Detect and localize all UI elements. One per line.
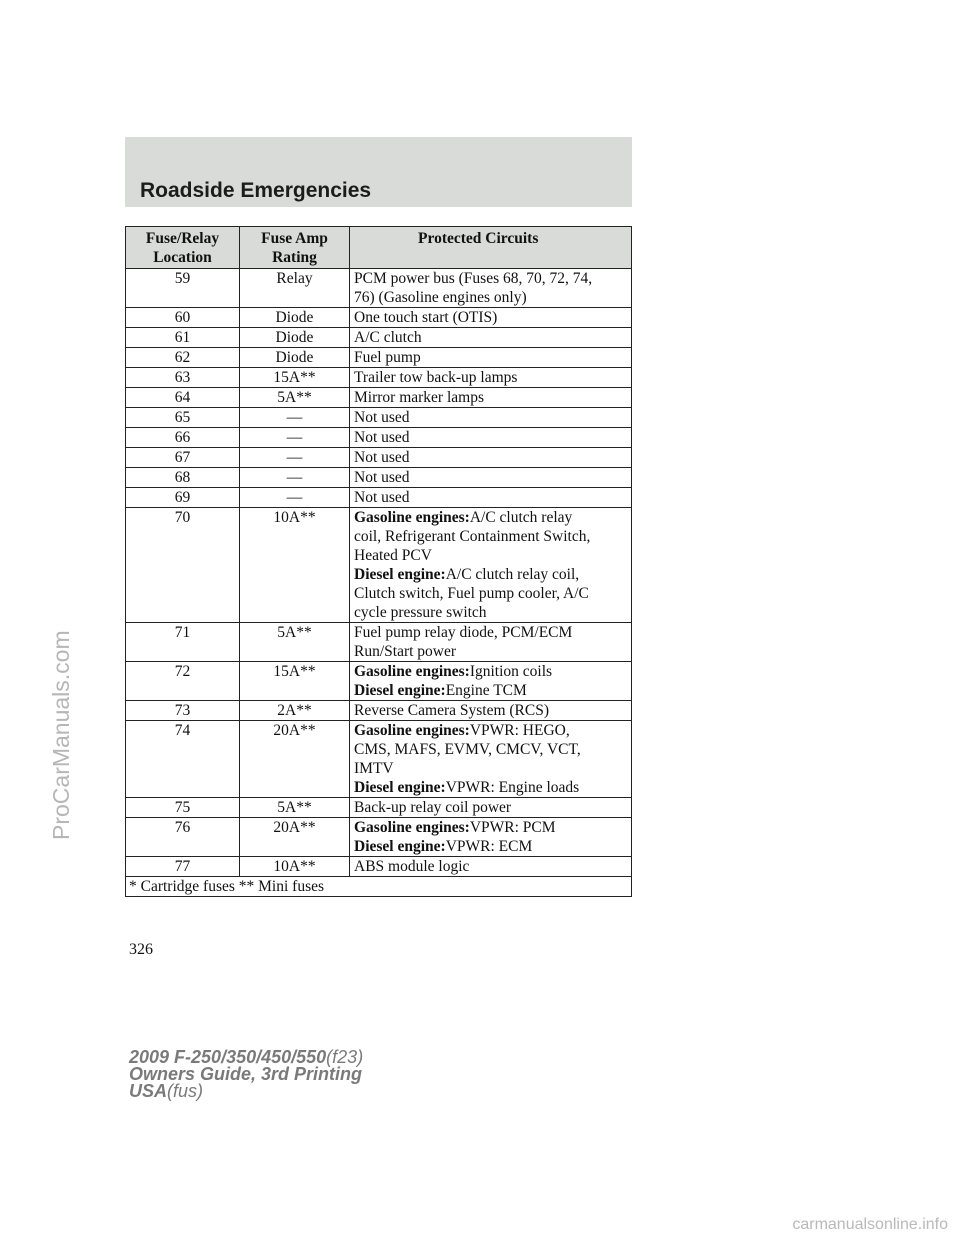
- protected-circuits-cell: [350, 448, 632, 468]
- circuit-line: [354, 388, 628, 407]
- fuse-amp-cell: 15A**: [240, 368, 350, 388]
- fuse-location-cell: 69: [126, 488, 240, 508]
- table-row: [126, 857, 632, 877]
- fuse-location-cell: 61: [126, 328, 240, 348]
- fuse-location-cell: 71: [126, 623, 240, 662]
- watermark-carmanualsonline: carmanualsonline.info: [792, 1216, 948, 1233]
- fuse-location-cell: 63: [126, 368, 240, 388]
- engine-type-label: Gasoline engines:: [354, 722, 470, 739]
- table-row: [126, 662, 632, 701]
- fuse-amp-cell: 20A**: [240, 818, 350, 857]
- circuit-line: [354, 603, 628, 622]
- section-header: [125, 137, 632, 207]
- table-row: [126, 488, 632, 508]
- fuse-amp-cell: 5A**: [240, 798, 350, 818]
- table-row: [126, 368, 632, 388]
- circuit-line: [354, 368, 628, 387]
- fuse-amp-cell: 5A**: [240, 388, 350, 408]
- fuse-location-cell: 72: [126, 662, 240, 701]
- fuse-table: [125, 226, 632, 897]
- table-footnote: * Cartridge fuses ** Mini fuses: [126, 877, 632, 897]
- fuse-amp-cell: —: [240, 408, 350, 428]
- table-row: [126, 408, 632, 428]
- table-row: [126, 388, 632, 408]
- protected-circuits-cell: [350, 269, 632, 308]
- table-header-row: [126, 227, 632, 269]
- protected-circuits-cell: [350, 818, 632, 857]
- table-row: [126, 798, 632, 818]
- protected-circuits-cell: [350, 428, 632, 448]
- circuit-line: [354, 740, 628, 759]
- circuit-line: [354, 701, 628, 720]
- fuse-amp-cell: Diode: [240, 328, 350, 348]
- circuit-text: Clutch switch, Fuel pump cooler, A/C: [354, 585, 589, 602]
- fuse-location-cell: 74: [126, 721, 240, 798]
- fuse-location-cell: 59: [126, 269, 240, 308]
- circuit-line: [354, 798, 628, 817]
- table-row: [126, 348, 632, 368]
- circuit-text: 76) (Gasoline engines only): [354, 289, 527, 306]
- circuit-line: [354, 662, 628, 681]
- table-row: [126, 508, 632, 623]
- circuit-text: VPWR: PCM: [469, 819, 556, 836]
- fuse-amp-cell: 15A**: [240, 662, 350, 701]
- engine-type-label: Diesel engine:: [354, 566, 446, 583]
- circuit-line: [354, 288, 628, 307]
- circuit-line: [354, 508, 628, 527]
- protected-circuits-cell: [350, 408, 632, 428]
- fuse-amp-cell: —: [240, 428, 350, 448]
- protected-circuits-cell: [350, 662, 632, 701]
- circuit-text: Not used: [354, 489, 410, 506]
- circuit-line: [354, 681, 628, 700]
- circuit-line: [354, 623, 628, 642]
- table-footnote-row: [126, 877, 632, 897]
- protected-circuits-cell: [350, 798, 632, 818]
- fuse-amp-cell: Relay: [240, 269, 350, 308]
- circuit-line: [354, 348, 628, 367]
- circuit-line: [354, 408, 628, 427]
- circuit-text: Engine TCM: [445, 682, 527, 699]
- table-row: [126, 269, 632, 308]
- circuit-text: Not used: [354, 409, 410, 426]
- circuit-line: [354, 818, 628, 837]
- circuit-text: CMS, MAFS, EVMV, CMCV, VCT,: [354, 741, 581, 758]
- circuit-text: Run/Start power: [354, 643, 457, 660]
- circuit-line: [354, 642, 628, 661]
- circuit-text: Ignition coils: [469, 663, 553, 680]
- circuit-text: Fuel pump: [354, 349, 421, 366]
- protected-circuits-cell: [350, 508, 632, 623]
- circuit-text: A/C clutch relay: [469, 509, 573, 526]
- circuit-text: Not used: [354, 429, 410, 446]
- fuse-amp-cell: —: [240, 468, 350, 488]
- engine-type-label: Gasoline engines:: [354, 819, 470, 836]
- circuit-line: [354, 308, 628, 327]
- circuit-line: [354, 488, 628, 507]
- protected-circuits-cell: [350, 488, 632, 508]
- circuit-line: [354, 448, 628, 467]
- table-row: [126, 721, 632, 798]
- fuse-amp-cell: Diode: [240, 308, 350, 328]
- protected-circuits-cell: [350, 857, 632, 877]
- circuit-text: Not used: [354, 469, 410, 486]
- protected-circuits-cell: [350, 348, 632, 368]
- circuit-line: [354, 721, 628, 740]
- circuit-line: [354, 584, 628, 603]
- fuse-location-cell: 76: [126, 818, 240, 857]
- table-row: [126, 448, 632, 468]
- table-row: [126, 623, 632, 662]
- circuit-text: Fuel pump relay diode, PCM/ECM: [354, 624, 573, 641]
- circuit-line: [354, 546, 628, 565]
- circuit-text: Reverse Camera System (RCS): [354, 702, 550, 719]
- circuit-text: A/C clutch relay coil,: [445, 566, 580, 583]
- circuit-text: VPWR: Engine loads: [445, 779, 580, 796]
- fuse-location-cell: 70: [126, 508, 240, 623]
- engine-type-label: Diesel engine:: [354, 682, 446, 699]
- fuse-amp-cell: Diode: [240, 348, 350, 368]
- circuit-text: coil, Refrigerant Containment Switch,: [354, 528, 591, 545]
- circuit-line: [354, 328, 628, 347]
- circuit-line: [354, 468, 628, 487]
- header-protected-circuits: Protected Circuits: [350, 227, 632, 269]
- fuse-location-cell: 75: [126, 798, 240, 818]
- fuse-amp-cell: 10A**: [240, 508, 350, 623]
- fuse-amp-cell: 20A**: [240, 721, 350, 798]
- circuit-line: [354, 837, 628, 856]
- circuit-text: One touch start (OTIS): [354, 309, 498, 326]
- fuse-location-cell: 60: [126, 308, 240, 328]
- fuse-location-cell: 65: [126, 408, 240, 428]
- table-row: [126, 701, 632, 721]
- fuse-amp-cell: 5A**: [240, 623, 350, 662]
- fuse-location-cell: 62: [126, 348, 240, 368]
- circuit-text: Heated PCV: [354, 547, 432, 564]
- circuit-text: IMTV: [354, 760, 394, 777]
- circuit-line: [354, 269, 628, 288]
- header-amp-rating: Fuse Amp Rating: [240, 227, 350, 269]
- engine-type-label: Diesel engine:: [354, 779, 446, 796]
- table-row: [126, 818, 632, 857]
- engine-type-label: Diesel engine:: [354, 838, 446, 855]
- fuse-amp-cell: —: [240, 448, 350, 468]
- circuit-text: cycle pressure switch: [354, 604, 487, 621]
- engine-type-label: Gasoline engines:: [354, 509, 470, 526]
- circuit-text: VPWR: ECM: [445, 838, 533, 855]
- fuse-location-cell: 67: [126, 448, 240, 468]
- protected-circuits-cell: [350, 623, 632, 662]
- circuit-line: [354, 778, 628, 797]
- circuit-line: [354, 428, 628, 447]
- circuit-text: A/C clutch: [354, 329, 422, 346]
- circuit-text: ABS module logic: [354, 858, 470, 875]
- circuit-text: Not used: [354, 449, 410, 466]
- circuit-text: PCM power bus (Fuses 68, 70, 72, 74,: [354, 270, 593, 287]
- fuse-location-cell: 66: [126, 428, 240, 448]
- fuse-amp-cell: 2A**: [240, 701, 350, 721]
- protected-circuits-cell: [350, 721, 632, 798]
- section-title: Roadside Emergencies: [140, 179, 372, 202]
- protected-circuits-cell: [350, 388, 632, 408]
- table-row: [126, 308, 632, 328]
- table-row: [126, 328, 632, 348]
- circuit-line: [354, 857, 628, 876]
- circuit-line: [354, 759, 628, 778]
- circuit-text: Mirror marker lamps: [354, 389, 484, 406]
- protected-circuits-cell: [350, 328, 632, 348]
- protected-circuits-cell: [350, 368, 632, 388]
- protected-circuits-cell: [350, 308, 632, 328]
- table-row: [126, 468, 632, 488]
- circuit-text: VPWR: HEGO,: [469, 722, 570, 739]
- document-footer: 2009 F-250/350/450/550(f23) Owners Guide, 3rd Printing USA(fus): [129, 1047, 364, 1101]
- protected-circuits-cell: [350, 468, 632, 488]
- header-location: Fuse/Relay Location: [126, 227, 240, 269]
- circuit-line: [354, 527, 628, 546]
- circuit-line: [354, 565, 628, 584]
- fuse-location-cell: 64: [126, 388, 240, 408]
- engine-type-label: Gasoline engines:: [354, 663, 470, 680]
- fuse-location-cell: 73: [126, 701, 240, 721]
- protected-circuits-cell: [350, 701, 632, 721]
- fuse-location-cell: 77: [126, 857, 240, 877]
- table-row: [126, 428, 632, 448]
- fuse-location-cell: 68: [126, 468, 240, 488]
- circuit-text: Trailer tow back-up lamps: [354, 369, 518, 386]
- circuit-text: Back-up relay coil power: [354, 799, 512, 816]
- page-number: 326: [129, 941, 153, 958]
- watermark-procarmanuals: ProCarManuals.com: [48, 630, 74, 840]
- fuse-amp-cell: —: [240, 488, 350, 508]
- fuse-amp-cell: 10A**: [240, 857, 350, 877]
